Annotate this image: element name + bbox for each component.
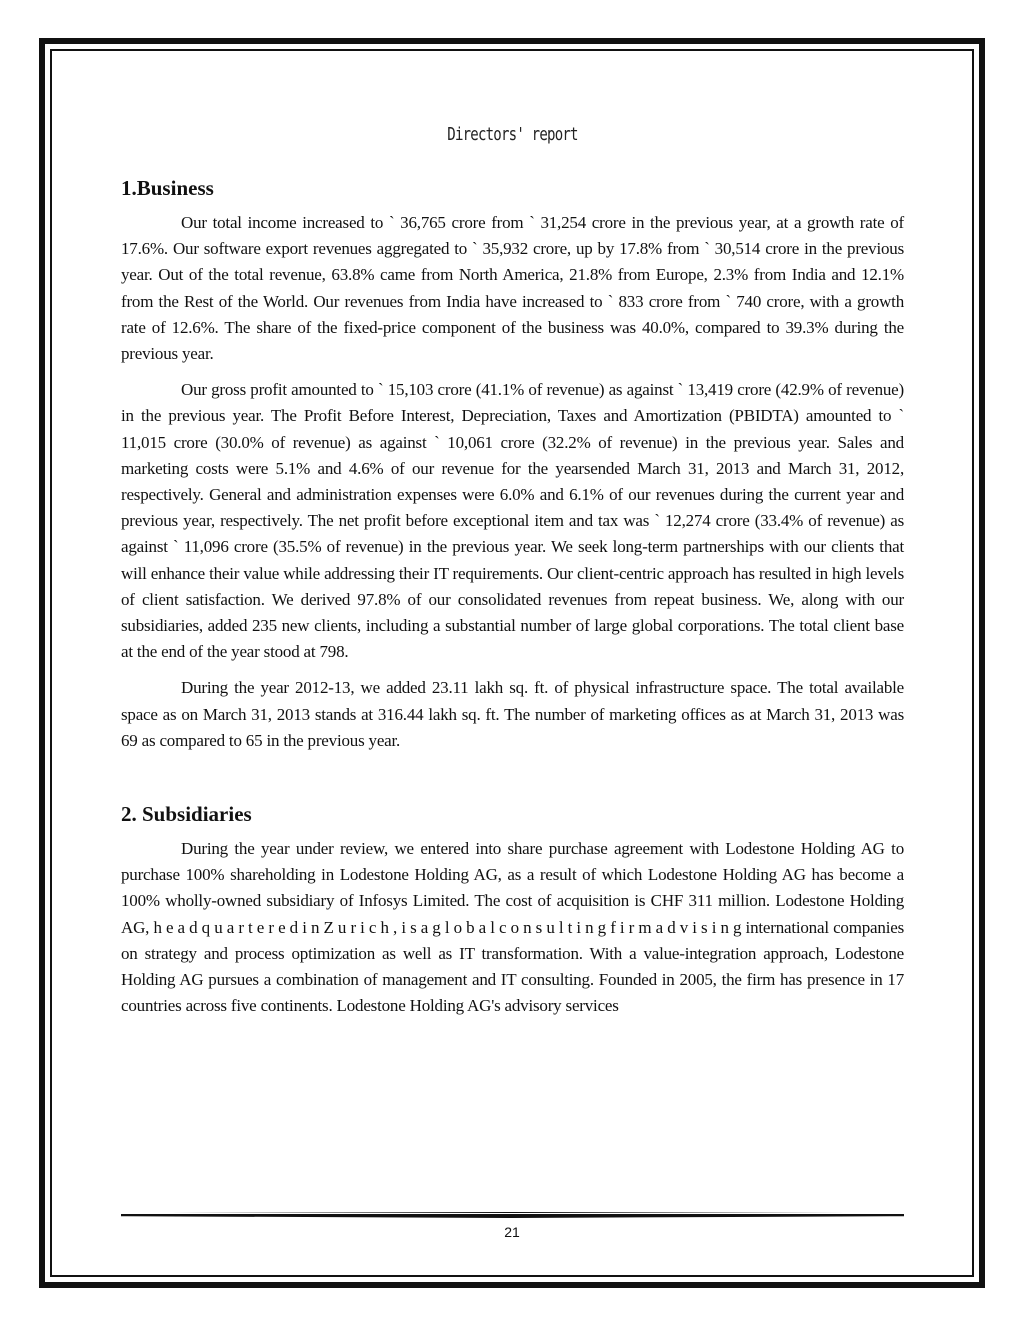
page-content [121,120,904,1029]
page-number: 21 [504,1224,520,1240]
business-paragraph-3: During the year 2012-13, we added 23.11 lakh sq. ft. of physical infrastructure space. The total available space as on March 31, 2013 stands at 316.44 lakh sq. ft. The number of marketing offices as at March 31, 2013 was 69 as compared to 65 in the previous year. [121,678,904,750]
section-spacer [121,764,904,800]
section-heading-business: 1.Business [121,176,214,200]
section-subsidiaries [121,800,904,1019]
subsidiaries-paragraph-1: During the year under review, we entered into share purchase agreement with Lodestone Holding AG to purchase 100% shareholding in Lodestone Holding AG, as a result of which Lodestone Holding AG has become a 100% wholly-owned subsidiary of Infosys Limited. The cost of acquisition is CHF 311 million. Lodestone Holding AG, h e a d q u a r t e r e d i n Z u r i c h , i s a g l o b a l c o n s u l t i n g f i r m a d v i s i n g international companies on strategy and process optimization as well as IT transformation. With a value-integration approach, Lodestone Holding AG pursues a combination of management and IT consulting. Founded in 2005, the firm has presence in 17 countries across five continents. Lodestone Holding AG's advisory services [121,839,904,1016]
section-business [121,174,904,754]
business-paragraph-2: Our gross profit amounted to ` 15,103 crore (41.1% of revenue) as against ` 13,419 crore (42.9% of revenue) in the previous year. The Profit Before Interest, Depreciation, Taxes and Amortization (PBIDTA) amounted to ` 11,015 crore (30.0% of revenue) as against ` 10,061 crore (32.2% of revenue) in the previous year. Sales and marketing costs were 5.1% and 4.6% of our revenue for the yearsended March 31, 2013 and March 31, 2012, respectively. General and administration expenses were 6.0% and 6.1% of our revenues during the current year and previous year, respectively. The net profit before exceptional item and tax was ` 12,274 crore (33.4% of revenue) as against ` 11,096 crore (35.5% of revenue) in the previous year. We seek long-term partnerships with our clients that will enhance their value while addressing their IT requirements. Our client-centric approach has resulted in high levels of client satisfaction. We derived 97.8% of our consolidated revenues from repeat business. We, along with our subsidiaries, added 235 new clients, including a substantial number of large global corporations. The total client base at the end of the year stood at 798. [121,380,904,662]
section-heading-subsidiaries: 2. Subsidiaries [121,802,252,827]
business-paragraph-1: Our total income increased to ` 36,765 crore from ` 31,254 crore in the previous year, at a growth rate of 17.6%. Our software export revenues aggregated to ` 35,932 crore, up by 17.8% from ` 30,514 crore in the previous year. Out of the total revenue, 63.8% came from North America, 21.8% from Europe, 2.3% from India and 12.1% from the Rest of the World. Our revenues from India have increased to ` 833 crore from ` 740 crore, with a growth rate of 12.6%. The share of the fixed-price component of the business was 40.0%, compared to 39.3% during the previous year. [121,213,904,364]
document-title: Directors' report [447,124,578,145]
